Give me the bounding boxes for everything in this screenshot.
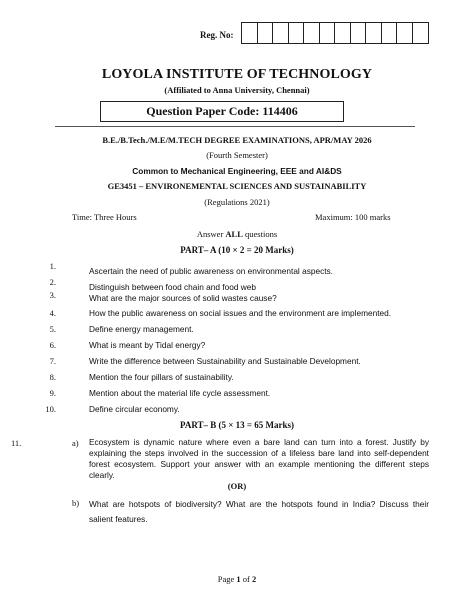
- question-sub-label: b): [72, 498, 80, 508]
- page-footer: [0, 574, 474, 584]
- reg-no-box: [258, 23, 274, 43]
- instruction-suffix: questions: [242, 229, 278, 239]
- question-text: What are hotspots of biodiversity? What are the hotspots found in India? Discuss their salient features.: [89, 499, 429, 524]
- instruction: [0, 229, 474, 239]
- common-to: Common to Mechanical Engineering, EEE and AI&DS: [132, 166, 342, 176]
- course-title: GE3451 – ENVIRONEMENTAL SCIENCES AND SUSTAINABILITY: [107, 181, 367, 191]
- reg-no-boxes: [241, 22, 429, 44]
- reg-no-box: [242, 23, 258, 43]
- reg-no-box: [320, 23, 336, 43]
- question-text: Write the difference between Sustainability and Sustainable Development.: [89, 356, 361, 366]
- question-number: 10.: [45, 404, 56, 414]
- reg-no-label: Reg. No:: [200, 30, 234, 40]
- question-text: Define energy management.: [89, 324, 194, 334]
- page-total: 2: [252, 574, 257, 584]
- part-a-title: PART– A (10 × 2 = 20 Marks): [180, 245, 294, 255]
- exam-duration: Time: Three Hours: [72, 212, 137, 222]
- reg-no-box: [335, 23, 351, 43]
- question-text: Define circular economy.: [89, 404, 180, 414]
- question-number: 1.: [49, 261, 56, 271]
- reg-no-box: [289, 23, 305, 43]
- question-number: 8.: [49, 372, 56, 382]
- question-number: 7.: [49, 356, 56, 366]
- question-number: 5.: [49, 324, 56, 334]
- question-text: Mention the four pillars of sustainability.: [89, 372, 234, 382]
- maximum-marks: Maximum: 100 marks: [315, 212, 391, 222]
- reg-no-box: [397, 23, 413, 43]
- question-number: 9.: [49, 388, 56, 398]
- question-text: Ecosystem is dynamic nature where even a bare land can turn into a forest. Justify by explaining the steps involved in the succession of a lifeless bare land into self-dependent forest ecosystem. Support your answer with an example mentioning the different steps clearly.: [89, 437, 429, 480]
- question-number: 2.: [49, 277, 56, 287]
- affiliation: (Affiliated to Anna University, Chennai): [164, 85, 310, 95]
- instruction-bold: ALL: [225, 229, 243, 239]
- reg-no-box: [304, 23, 320, 43]
- semester: (Fourth Semester): [206, 150, 268, 160]
- header-divider: [55, 126, 415, 127]
- question-number: 6.: [49, 340, 56, 350]
- question-number: 11.: [11, 438, 22, 448]
- page-number: 1: [236, 574, 241, 584]
- degree-title: B.E./B.Tech./M.E/M.TECH DEGREE EXAMINATIONS, APR/MAY 2026: [102, 135, 372, 145]
- question-text: Mention about the material life cycle assessment.: [89, 388, 271, 398]
- regulations: (Regulations 2021): [204, 197, 270, 207]
- question-text: What are the major sources of solid wastes cause?: [89, 293, 277, 303]
- reg-no-box: [351, 23, 367, 43]
- question-paper-code: Question Paper Code: 114406: [146, 104, 298, 118]
- question-text: Distinguish between food chain and food web: [89, 282, 256, 292]
- institute-name: LOYOLA INSTITUTE OF TECHNOLOGY: [101, 67, 373, 82]
- reg-no-box: [273, 23, 289, 43]
- question-number: 4.: [49, 308, 56, 318]
- part-b-title: PART– B (5 × 13 = 65 Marks): [179, 420, 295, 430]
- question-text: Ascertain the need of public awareness on environmental aspects.: [89, 266, 333, 276]
- footer-middle: of: [240, 574, 252, 584]
- reg-no-box: [366, 23, 382, 43]
- question-text: How the public awareness on social issues and the environment are implemented.: [89, 308, 392, 318]
- footer-prefix: Page: [217, 574, 237, 584]
- reg-no-box: [382, 23, 398, 43]
- question-number: 3.: [49, 290, 56, 300]
- or-separator: (OR): [227, 481, 247, 491]
- question-sub-label: a): [72, 438, 79, 448]
- instruction-prefix: Answer: [196, 229, 226, 239]
- reg-no-box: [413, 23, 429, 43]
- question-text: What is meant by Tidal energy?: [89, 340, 206, 350]
